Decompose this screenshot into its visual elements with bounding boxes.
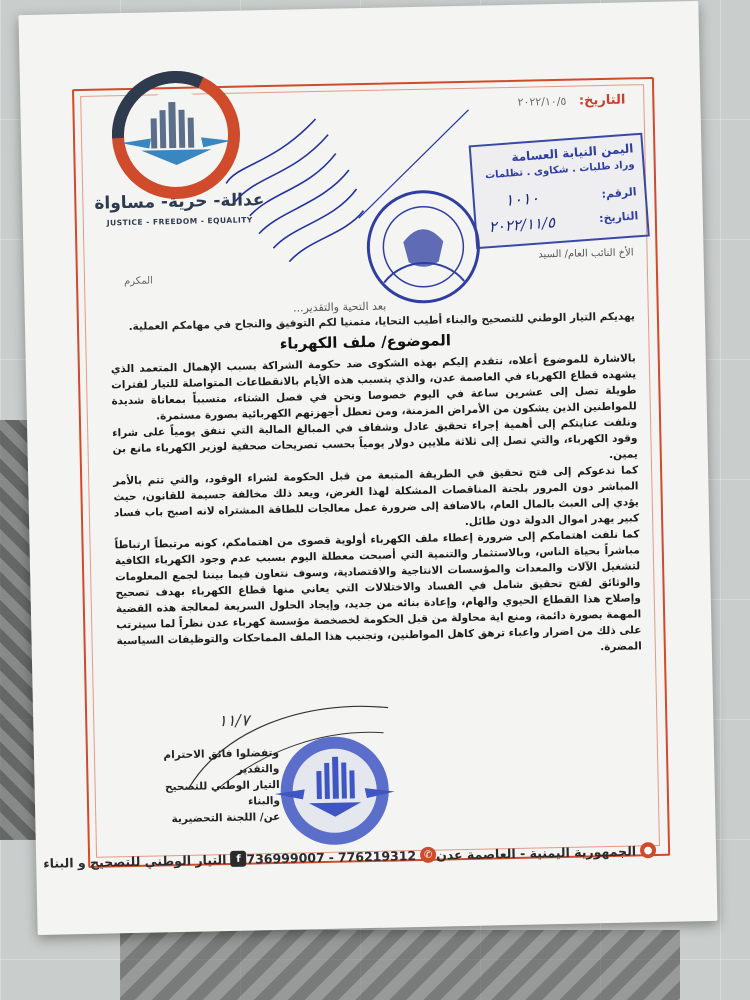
rug-pattern-bottom (120, 930, 680, 1000)
subject-heading: الموضوع/ ملف الكهرباء (279, 331, 452, 353)
footer-address (436, 842, 656, 863)
footer-facebook-text: التيار الوطني للتصحيح و البناء (43, 851, 227, 871)
facebook-icon: f (230, 851, 246, 867)
closing-block (129, 745, 281, 828)
footer-facebook (43, 851, 246, 871)
body-paragraph-3: كما ندعوكم إلى فتح تحقيق في الطريقة المتبعة من قبل الحكومة لشراء الوقود، والتي تتم بالأمر المباشر دون المرور بلجنة المناقصات المشكلة لهذا الغرض، ويعد ذلك مخالفة جسيمة للقانون، حيث يؤدي إلى العبث بالمال العام، بالاضافة إلى ضرورة عمل معالجات للطاقة المشتراه لانه اصبح باب فساد كبير يهدر اموال الدولة دون طائل. (113, 464, 640, 528)
organization-stamp-icon (274, 730, 396, 852)
slogan-english: JUSTICE - FREEDOM - EQUALITY (106, 215, 253, 228)
footer-phone-2: 736999007 (246, 849, 325, 867)
footer-phone-1: 776219312 (337, 847, 417, 865)
closing-line-2: التيار الوطني للتصحيح والبناء (164, 778, 281, 808)
recipient-honorific: المكرم (123, 275, 153, 288)
intro-paragraph: يهديكم التيار الوطني للتصحيح والبناء أطيب التحايا، متمنيا لكم التوفيق والنجاح في مهامكم العملية. (128, 310, 636, 333)
body-paragraph-2: ونلفت عنايتكم إلى أهمية إجراء تحقيق عادل وشفاف في المبالغ المالية التي تنفق يومياً على شراء وقود الكهرباء، والتي تصل إلى ثلاثة ملايين دولار يومياً بحسب تصريحات صحفية لوزير الكهرباء مانع بن يمين. (112, 416, 638, 461)
phone-icon: ✆ (420, 847, 436, 863)
stamp-date-label: التاريخ: (598, 209, 639, 226)
closing-line-3: عن/ اللجنة التحضيرية (171, 810, 281, 826)
greeting: بعد التحية والتقدير... (292, 299, 387, 315)
body-paragraph-4: كما نلفت اهتمامكم إلى ضرورة إعطاء ملف الكهرباء أولوية قصوى من اهتمامكم، كونه مرتبطاً ارتباطاً مباشراً بحياة الناس، وبالاستثمار والتنمية التي أصبحت معطلة اليوم بسبب عدم وجود الكهرباء الكافية لتشغيل الآلات والمعدات والمؤسسات الانتاجية والاقتصادية، وسوف نتعاون فيما بيننا لجمع المعلومات والوثائق لفتح تحقيق شامل في الفساد والاختلالات التي يعاني منها قطاع الكهرباء بهدف تصحيح وإصلاح هذا القطاع الحيوي والهام، وإعادة بنائه من جديد، وإيجاد الحلول السريعة لمعالجة هذه القضية المهمة بصورة دائمة، ومنع اية محاولة من قبل الحكومة لخصخصة مؤسسة كهرباء عدن نظراً لما سيترتب على ذلك من اضرار واعباء ترهق كاهل المواطنين، وتجنيب هذا الملف المماحكات والتوظيفات السياسية المضرة. (114, 528, 642, 654)
stamp-date-value: ٢٠٢٢/١١/٥ (488, 213, 556, 237)
body-paragraph-1: بالاشارة للموضوع أعلاه، نتقدم إليكم بهذه الشكوى ضد حكومة الشراكة بسبب الإهمال المتعمد الذي يشهده قطاع الكهرباء في العاصمة عدن، والذي يتسبب هذه الأيام بالانقطاعات المتواصلة للتيار لفترات طويلة تصل إلى عشرين ساعة في اليوم خصوصا ونحن في فصل الشتاء، متسبباً بمعاناة شديدة للمواطنين الذين يشكون من الأمراض المزمنة، ومن تعطل أجهزتهم الكهربائية بصورة مستمرة. (110, 352, 637, 423)
slogan-arabic: عدالة- حرية- مساواة (94, 190, 265, 214)
signature-mark: ١١/٧ (218, 710, 250, 731)
date-value: ٢٠٢٢/١٠/٥ (517, 94, 567, 109)
closing-line-1: وتفضلوا فائق الاحترام والتقدير (163, 746, 280, 776)
recipient-text: الأخ النائب العام/ السيد (538, 247, 634, 261)
incoming-stamp (469, 133, 650, 249)
stamp-line-1: اليمن النيابة العسامة (510, 141, 634, 165)
stamp-line-2: وراد طلبات . شكاوى . تظلمات (484, 159, 635, 182)
stamp-number-value: ١٠١٠ (504, 188, 540, 210)
stamp-number-label: الرقم: (601, 185, 637, 201)
letter-paper (18, 1, 717, 935)
letter-body (111, 350, 642, 665)
footer-phones (246, 847, 436, 867)
location-pin-icon: ● (640, 842, 656, 858)
date-line (475, 93, 625, 111)
footer-address-text: الجمهورية اليمنية - العاصمة عدن (435, 842, 637, 863)
footer-phone-separator: - (328, 849, 335, 865)
round-official-stamp-icon (362, 186, 484, 308)
date-label: التاريخ: (578, 92, 626, 109)
